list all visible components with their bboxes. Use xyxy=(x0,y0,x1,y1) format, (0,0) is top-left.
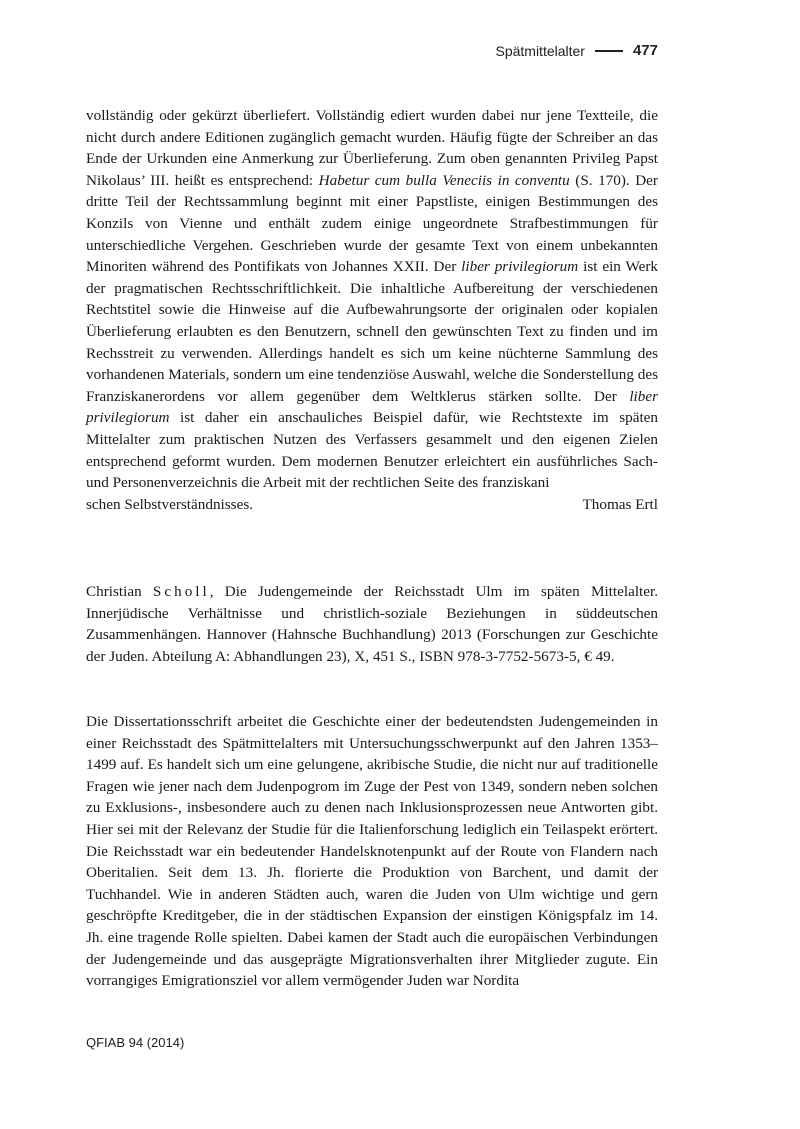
italic-title: liber privilegiorum xyxy=(86,387,658,427)
page-number: 477 xyxy=(632,42,658,59)
citation-text: , Die Judengemeinde der Reichsstadt Ulm im späten Mittelalter. Innerjüdische Verhältnisse und christlich-soziale Beziehungen in süddeutschen Zusammenhängen. Hannover (Hahnsche Buchhandlung) 2013 (Forschungen zur Geschichte der Juden. Abteilung A: Abhandlungen 23), X, 451 S., ISBN 978-3-7752-5673-5, € 49. xyxy=(86,583,659,665)
book-citation xyxy=(86,581,658,667)
italic-title: liber privilegiorum xyxy=(461,258,579,276)
running-header xyxy=(495,42,658,59)
signature-line xyxy=(86,494,658,516)
review-body xyxy=(86,711,658,992)
journal-footer: QFIAB 94 (2014) xyxy=(86,1035,185,1050)
header-rule xyxy=(595,50,623,52)
reviewer-name: Thomas Ertl xyxy=(582,495,658,513)
author-first-name: Christian xyxy=(86,583,142,600)
review-paragraph: vollständig oder gekürzt überliefert. Vollständig ediert wurden dabei nur jene Textteile, die nicht durch andere Editionen zugänglich gemacht wurden. Häufig fügte der Schreiber an das Ende der Urkunden eine Anmerkung zur Überlieferung. Zum oben genannten Privileg Papst Nikolaus’ III. heißt es entsprechend: Habetur cum bulla Veneciis in conventu (S. 170). Der dritte Teil der Rechtssammlung beginnt mit einer Papstliste, einigen Bestimmungen des Konzils von Vienne und enthält zudem einige ungeordnete Strafbestimmungen für unterschiedliche Vergehen. Geschrieben wurde der gesamte Text von einem unbekannten Minoriten während des Pontifikats von Johannes XXII. Der liber privilegiorum ist ein Werk der pragmatischen Rechtsschriftlichkeit. Die inhaltliche Aufbereitung der verschiedenen Rechtstitel sowie die Hinweise auf die Aufbewahrungsorte der originalen oder kopialen Überlieferung erlaubten es den Benutzern, schnell den gewünschten Text zu finden und im Rechsstreit zu verwenden. Allerdings handelt es sich um keine nüchterne Sammlung des vorhandenen Materials, sondern um eine tendenziöse Auswahl, welche die Sonderstellung des Franziskanerordens vor allem gegenüber dem Weltklerus stärken sollte. Der liber privilegiorum ist daher ein anschauliches Beispiel dafür, wie Rechtstexte im späten Mittelalter zum praktischen Nutzen des Verfassers gesammelt und den eigenen Zielen entsprechend geformt wurden. Dem modernen Benutzer erleichtert ein ausführliches Sach- und Personenverzeichnis die Arbeit mit der rechtlichen Seite des franziskani xyxy=(86,107,659,492)
italic-quote: Habetur cum bulla Veneciis in conventu xyxy=(318,171,570,189)
last-line: schen Selbstverständnisses. xyxy=(86,495,254,513)
review-continuation xyxy=(86,105,658,515)
section-title: Spätmittelalter xyxy=(495,42,585,59)
author-last-name: Scholl xyxy=(152,583,210,600)
review-paragraph: Die Dissertationsschrift arbeitet die Geschichte einer der bedeutendsten Judengemeinden in einer Reichsstadt des Spätmittelalters mit Untersuchungsschwerpunkt auf den Jahren 1353–1499 auf. Es handelt sich um eine gelungene, akribische Studie, die nicht nur auf traditionelle Fragen wie jener nach dem Judenpogrom im Zuge der Pest von 1349, sondern neben solchen zu Exklusions-, insbesondere auch zu denen nach Inklusionsprozessen neue Antworten gibt. Hier sei mit der Relevanz der Studie für die Italienforschung lediglich ein Teilaspekt erörtert. Die Reichsstadt war ein bedeutender Handelsknotenpunkt auf der Route von Flandern nach Oberitalien. Seit dem 13. Jh. florierte die Produktion von Barchent, und damit der Tuchhandel. Wie in anderen Städten auch, waren die Juden von Ulm wichtige und gern geschröpfte Kreditgeber, die in der städtischen Expansion der einstigen Königspfalz im 14. Jh. eine tragende Rolle spielten. Dabei kamen der Stadt auch die europäischen Verbindungen der Judengemeinde und das ausgeprägte Migrationsverhalten ihrer Mitglieder zugute. Ein vorrangiges Emigrationsziel vor allem vermögender Juden war Nordita xyxy=(86,713,658,990)
